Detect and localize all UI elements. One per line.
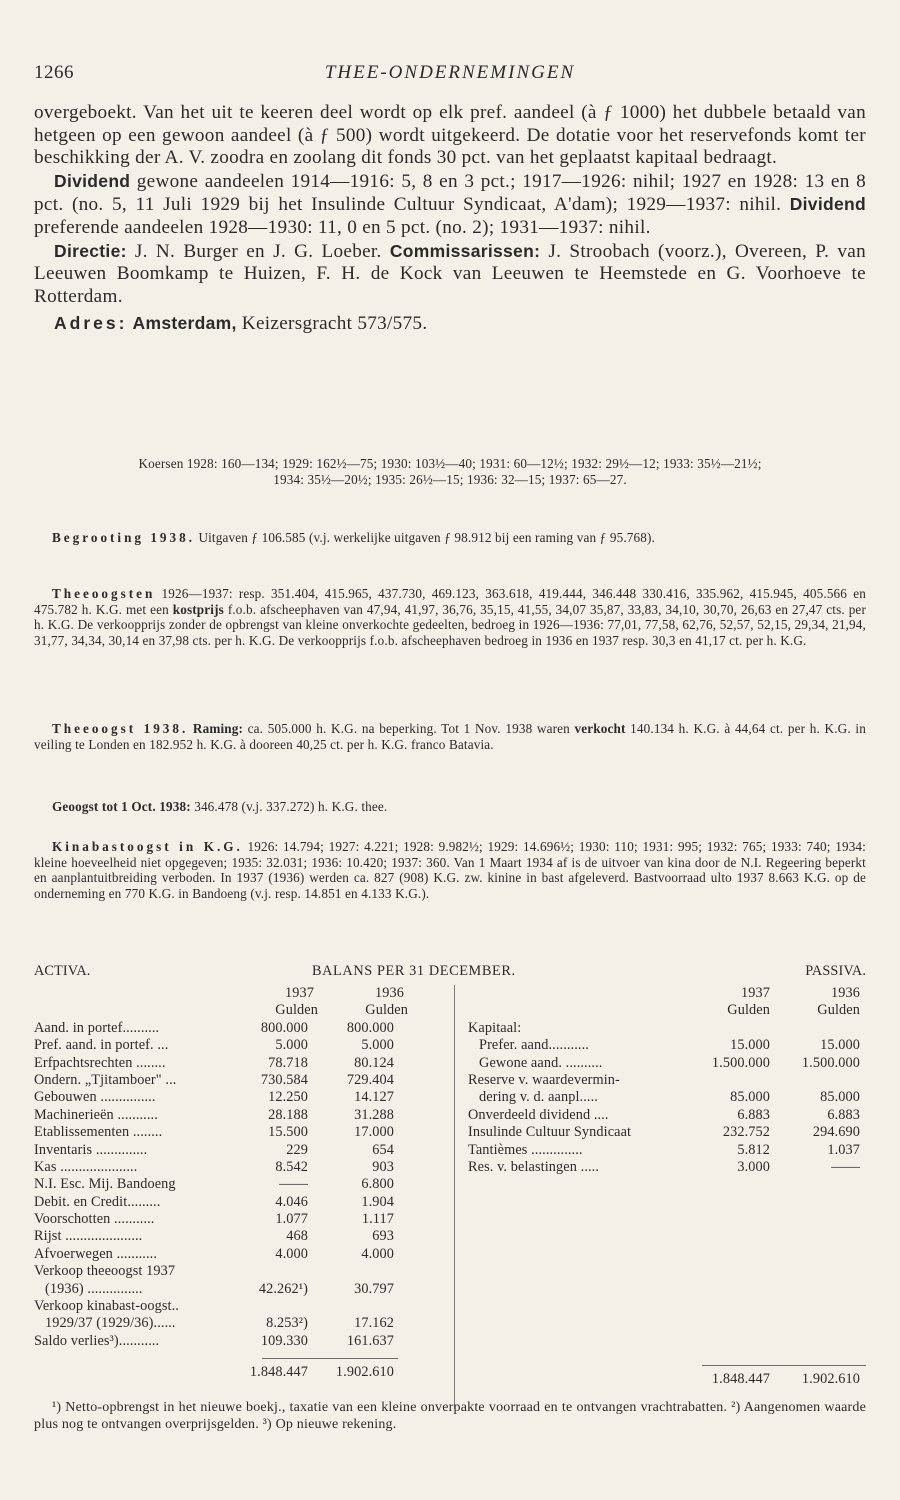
passiva-unit-header: [468, 1002, 866, 1019]
activa-item-label: Erfpachtsrechten ........: [34, 1054, 166, 1071]
passiva-row: [468, 1107, 866, 1124]
activa-year-header: [34, 985, 454, 1002]
activa-value-1937: 5.000: [275, 1037, 308, 1054]
directie-label: Directie:: [54, 240, 127, 261]
activa-row: [34, 1298, 454, 1315]
activa-value-1937: 15.500: [268, 1124, 308, 1141]
paragraph-dotatie: overgeboekt. Van het uit te keeren deel wordt op elk pref. aandeel (à ƒ 1000) het dubbele betaald van hetgeen op een gewoon aandeel (à ƒ 500) wordt uitgekeerd. De dotatie voor het reservefonds komt ter beschikking der A. V. zoodra en zoolang dit fonds 30 pct. van het geplaatst kapitaal bedraagt.: [34, 102, 866, 169]
company-description: [34, 102, 866, 336]
activa-row: [34, 1176, 454, 1193]
activa-row: [34, 1333, 454, 1350]
dividend-preferent-label: Dividend: [789, 194, 866, 215]
activa-value-1936: 729.404: [346, 1071, 394, 1088]
activa-total-1937: 1.848.447: [249, 1364, 308, 1381]
geoogst-text: 346.478 (v.j. 337.272) h. K.G. thee.: [190, 799, 388, 814]
activa-row: [34, 1072, 454, 1089]
passiva-total-rule: [702, 1365, 866, 1366]
activa-value-1937: 12.250: [268, 1089, 308, 1106]
passiva-value-1936: ——: [831, 1158, 860, 1175]
koersen-line-1: Koersen 1928: 160—134; 1929: 162½—75; 1930: 103½—40; 1931: 60—12½; 1932: 29½—12; 1933: 35½—21½;: [138, 456, 762, 471]
activa-value-1937: 800.000: [260, 1019, 308, 1036]
passiva-row: [468, 1089, 866, 1106]
passiva-value-1937: 6.883: [737, 1106, 770, 1123]
theeoogsten-text-1: 1926—1937: resp. 351.404, 415.965, 437.730, 469.123, 363.618, 419.444, 346.448 330.416, 335.962, 415.945, 405.566 en 475.782 h. K.G. met een: [34, 586, 866, 617]
activa-value-1937: 28.188: [268, 1106, 308, 1123]
passiva-value-1937: 232.752: [722, 1124, 770, 1141]
activa-total-rule: [262, 1358, 398, 1359]
theeoogst-1938-text-2: 140.134 h. K.G. à 44,64 ct. per h. K.G. in veiling te Londen en 182.952 h. K.G. à dooreen 40,25 ct. per h. K.G. franco Batavia.: [34, 721, 866, 752]
passiva-item-label: Prefer. aand...........: [468, 1037, 589, 1054]
balance-sheet: [34, 963, 866, 1387]
activa-item-label: Ondern. „Tjitamboer" ...: [34, 1071, 177, 1088]
passiva-label: PASSIVA.: [805, 963, 866, 979]
activa-value-1936: 1.904: [361, 1193, 394, 1210]
activa-value-1937: 109.330: [260, 1332, 308, 1349]
activa-item-label: Aand. in portef..........: [34, 1019, 160, 1036]
activa-value-1936: 17.162: [354, 1315, 394, 1332]
theeoogst-1938-text-1: ca. 505.000 h. K.G. na beperking. Tot 1 Nov. 1938 waren: [243, 721, 575, 736]
theeoogsten-label: Theeoogsten: [52, 586, 156, 601]
activa-value-1936: 654: [372, 1141, 394, 1158]
adres-text: Keizersgracht 573/575.: [236, 313, 428, 335]
passiva-item-label: Onverdeeld dividend ....: [468, 1106, 609, 1123]
activa-value-1937: 8.542: [275, 1158, 308, 1175]
passiva-item-label: dering v. d. aanpl.....: [468, 1089, 598, 1106]
activa-value-1936: 30.797: [354, 1280, 394, 1297]
passiva-total-row: [468, 1371, 866, 1388]
geoogst-section: [34, 799, 866, 815]
begrooting-section: [34, 530, 866, 546]
activa-item-label: Voorschotten ...........: [34, 1211, 155, 1228]
balance-header: [34, 963, 866, 983]
activa-total-row: [34, 1364, 454, 1381]
passiva-row: [468, 1055, 866, 1072]
passiva-total-1937: 1.848.447: [711, 1371, 770, 1387]
activa-value-1936: 17.000: [354, 1124, 394, 1141]
footnote-text: ¹) Netto-opbrengst in het nieuwe boekj., taxatie van een kleine onverpakte voorraad en te ontvangen vrachtrabatten. ²) Aangenomen waarde plus nog te ontvangen overprijsgelden. ³) Op nieuwe rekening.: [34, 1400, 866, 1432]
activa-item-label: Afvoerwegen ...........: [34, 1245, 157, 1262]
activa-unit-1936: Gulden: [365, 1002, 408, 1019]
activa-value-1936: 5.000: [361, 1037, 394, 1054]
activa-value-1937: 8.253²): [266, 1315, 308, 1332]
activa-value-1937: 42.262¹): [258, 1280, 308, 1297]
activa-row: [34, 1124, 454, 1141]
passiva-item-label: Reserve v. waardevermin-: [468, 1071, 620, 1088]
activa-value-1936: 1.117: [361, 1211, 394, 1228]
paragraph-adres: [34, 312, 866, 336]
theeoogst-1938-label: Theeoogst 1938.: [52, 721, 189, 736]
activa-value-1936: 14.127: [354, 1089, 394, 1106]
passiva-total-1936: 1.902.610: [801, 1371, 860, 1387]
passiva-value-1937: 85.000: [730, 1089, 770, 1106]
balance-title: BALANS PER 31 DECEMBER.: [312, 963, 516, 979]
activa-value-1936: 80.124: [354, 1054, 394, 1071]
geoogst-label: Geoogst tot 1 Oct. 1938:: [52, 799, 191, 814]
activa-row: [34, 1055, 454, 1072]
passiva-row: [468, 1072, 866, 1089]
passiva-value-1937: 1.500.000: [711, 1054, 770, 1071]
passiva-item-label: Gewone aand. ..........: [468, 1054, 603, 1071]
page-header: [34, 62, 866, 88]
footnotes: [34, 1400, 866, 1433]
activa-item-label: Gebouwen ...............: [34, 1089, 156, 1106]
passiva-item-label: Tantièmes ..............: [468, 1141, 583, 1158]
activa-item-label: Etablissementen ........: [34, 1124, 163, 1141]
kostprijs-label: kostprijs: [172, 601, 224, 617]
activa-item-label: Saldo verlies³)...........: [34, 1332, 160, 1349]
passiva-item-label: Kapitaal:: [468, 1019, 522, 1036]
passiva-value-1937: 5.812: [737, 1141, 770, 1158]
activa-column: [34, 985, 454, 1382]
passiva-value-1937: 15.000: [730, 1037, 770, 1054]
theeoogst-1938-section: [34, 721, 866, 752]
activa-value-1937: 730.584: [260, 1071, 308, 1088]
activa-row: [34, 1246, 454, 1263]
commissarissen-label: Commissarissen:: [389, 240, 541, 261]
activa-row: [34, 1263, 454, 1280]
activa-item-label: N.I. Esc. Mij. Bandoeng: [34, 1176, 176, 1193]
kinabast-text: 1926: 14.794; 1927: 4.221; 1928: 9.982½; 1929: 14.696½; 1930: 110; 1931: 995; 1932: 765; 1933: 740; 1934: kleine hoeveelheid niet opgegeven; 1935: 32.031; 1936: 10.420; 1937: 360. Van 1 Maart 1934 af is de uitvoer van kina door de N.I. Regeering beperkt en aanplantuitbreiding verboden. In 1937 (1936) werden ca. 827 (908) K.G. zw. kinine in bast afgeleverd. Bastvoorraad ulto 1937 8.663 K.G. op de onderneming en 770 K.G. in Bandoeng (v.j. resp. 14.851 en 4.133 K.G.).: [34, 839, 866, 901]
activa-value-1936: 903: [372, 1158, 394, 1175]
koersen-section: [34, 456, 866, 487]
kinabast-label: Kinabastoogst in K.G.: [52, 839, 243, 854]
passiva-row: [468, 1037, 866, 1054]
passiva-item-label: Res. v. belastingen .....: [468, 1158, 600, 1175]
passiva-value-1936: 1.500.000: [801, 1054, 860, 1071]
activa-value-1936: 4.000: [361, 1245, 394, 1262]
activa-row: [34, 1107, 454, 1124]
activa-row: [34, 1194, 454, 1211]
activa-value-1936: 31.288: [354, 1106, 394, 1123]
commissarissen-text: J. Stroobach (voorz.), Overeen, P. van Leeuwen Boomkamp te Huizen, F. H. de Kock van Leeuwen te Heemstede en G. Voorhoeve te Rotterdam.: [34, 240, 866, 307]
activa-row: [34, 1228, 454, 1245]
adres-city: Amsterdam,: [132, 313, 237, 334]
dividend-label: Dividend: [54, 170, 131, 191]
verkocht-label: verkocht: [574, 721, 626, 736]
adres-label: Adres:: [54, 313, 128, 334]
raming-label: Raming:: [192, 721, 244, 736]
passiva-year-header: [468, 985, 866, 1002]
dividend-preferent-text: preferende aandeelen 1928—1930: 11, 0 en 5 pct. (no. 2); 1931—1937: nihil.: [34, 216, 651, 238]
activa-item-label: Debit. en Credit.........: [34, 1193, 161, 1210]
theeoogsten-text-2: f.o.b. afscheephaven van 47,94, 41,97, 36,76, 35,15, 41,55, 34,07 35,87, 33,83, 34,10, 30,70, 26,63 en 27,47 cts. per h. K.G. De verkoopprijs zonder de opbrengst van kleine onverkochte gedeelten, bedroeg in 1926—1936: 77,01, 77,58, 62,76, 52,57, 52,15, 29,34, 21,94, 31,77, 34,34, 30,14 en 37,98 cts. per h. K.G. De verkoopprijs f.o.b. afscheephaven bedroeg in 1936 en 1937 resp. 30,3 en 41,17 ct. per h. K.G.: [34, 601, 866, 648]
activa-item-label: Pref. aand. in portef. ...: [34, 1037, 169, 1054]
activa-item-label: Machinerieën ...........: [34, 1106, 158, 1123]
activa-item-label: Inventaris ..............: [34, 1141, 148, 1158]
activa-value-1936: 800.000: [346, 1019, 394, 1036]
passiva-value-1936: 6.883: [827, 1106, 860, 1123]
passiva-value-1936: 85.000: [820, 1089, 860, 1106]
activa-row: [34, 1159, 454, 1176]
kinabast-section: [34, 839, 866, 901]
paragraph-directie: [34, 240, 866, 309]
activa-value-1936: 6.800: [361, 1176, 394, 1193]
activa-value-1937: 468: [286, 1228, 308, 1245]
passiva-row: [468, 1124, 866, 1141]
passiva-row: [468, 1142, 866, 1159]
passiva-value-1937: 3.000: [737, 1158, 770, 1175]
begrooting-text: Uitgaven ƒ 106.585 (v.j. werkelijke uitgaven ƒ 98.912 bij een raming van ƒ 95.768).: [195, 530, 656, 545]
paragraph-dividend: [34, 170, 866, 240]
activa-item-label: Kas .....................: [34, 1158, 138, 1175]
activa-item-label: Rijst .....................: [34, 1228, 143, 1245]
activa-row: [34, 1142, 454, 1159]
activa-row: [34, 1020, 454, 1037]
activa-value-1937: 78.718: [268, 1054, 308, 1071]
passiva-column: [468, 985, 866, 1176]
activa-value-1937: ——: [279, 1176, 308, 1193]
activa-label: ACTIVA.: [34, 963, 91, 979]
activa-value-1936: 693: [372, 1228, 394, 1245]
activa-year-1937: 1937: [285, 985, 314, 1001]
column-divider: [454, 985, 455, 1409]
passiva-year-1937: 1937: [741, 985, 770, 1001]
activa-value-1937: 229: [286, 1141, 308, 1158]
activa-item-label: Verkoop theeoogst 1937: [34, 1263, 176, 1280]
passiva-item-label: Insulinde Cultuur Syndicaat: [468, 1124, 632, 1141]
activa-item-label: Verkoop kinabast-oogst..: [34, 1298, 179, 1315]
begrooting-label: Begrooting 1938.: [52, 530, 195, 545]
activa-value-1937: 4.000: [275, 1245, 308, 1262]
activa-unit-header: [34, 1002, 454, 1019]
activa-row: [34, 1281, 454, 1298]
activa-row: [34, 1211, 454, 1228]
activa-year-1936: 1936: [375, 985, 404, 1001]
activa-value-1936: 161.637: [346, 1332, 394, 1349]
activa-row: [34, 1315, 454, 1332]
activa-rows: [34, 1020, 454, 1350]
passiva-value-1936: 294.690: [812, 1124, 860, 1141]
activa-value-1937: 4.046: [275, 1193, 308, 1210]
passiva-year-1936: 1936: [831, 985, 860, 1001]
activa-total-1936: 1.902.610: [335, 1364, 394, 1381]
running-title: THEE-ONDERNEMINGEN: [324, 62, 576, 83]
koersen-line-2: 1934: 35½—20½; 1935: 26½—15; 1936: 32—15; 1937: 65—27.: [273, 471, 627, 487]
activa-item-label: (1936) ...............: [34, 1280, 143, 1297]
page-number: 1266: [34, 62, 74, 83]
dividend-text: gewone aandeelen 1914—1916: 5, 8 en 3 pct.; 1917—1926: nihil; 1927 en 1928: 13 en 8 pct. (no. 5, 11 Juli 1929 bij het Insulinde Cultuur Syndicaat, A'dam); 1929—1937: nihil.: [34, 170, 866, 216]
activa-row: [34, 1037, 454, 1054]
passiva-row: [468, 1020, 866, 1037]
passiva-value-1936: 1.037: [827, 1141, 860, 1158]
activa-value-1937: 1.077: [275, 1211, 308, 1228]
passiva-unit-1936: Gulden: [817, 1002, 860, 1019]
passiva-row: [468, 1159, 866, 1176]
activa-item-label: 1929/37 (1929/36)......: [34, 1315, 176, 1332]
activa-row: [34, 1089, 454, 1106]
passiva-rows: [468, 1020, 866, 1177]
activa-unit-1937: Gulden: [275, 1002, 318, 1019]
passiva-unit-1937: Gulden: [727, 1002, 770, 1019]
theeoogsten-section: [34, 586, 866, 648]
passiva-value-1936: 15.000: [820, 1037, 860, 1054]
directie-text: J. N. Burger en J. G. Loeber.: [126, 240, 390, 262]
